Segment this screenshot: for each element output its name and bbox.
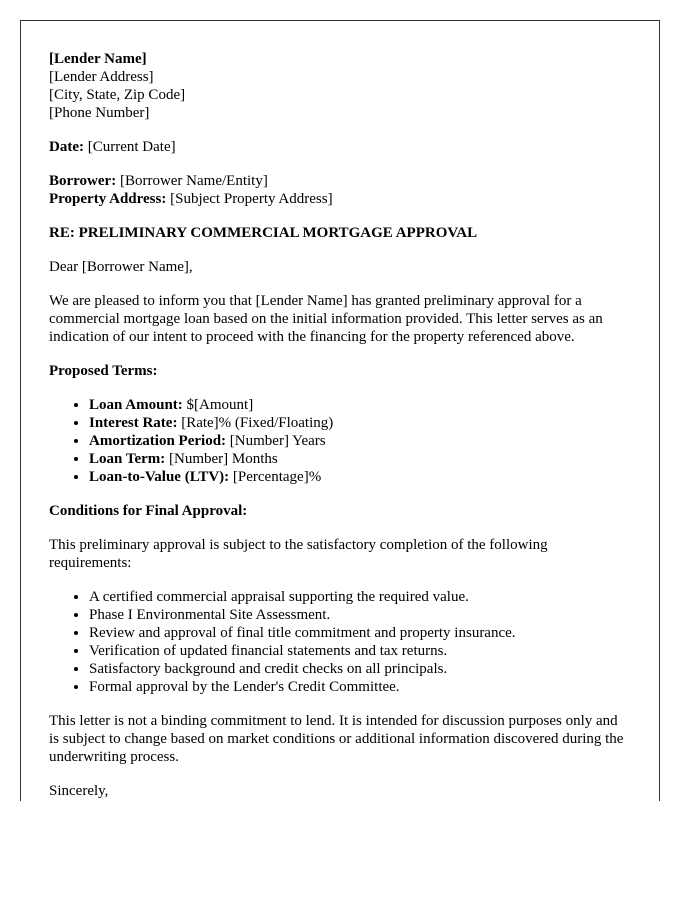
- condition-item: • A certified commercial appraisal supporting the required value.: [89, 588, 631, 606]
- condition-item: • Formal approval by the Lender's Credit Committee.: [89, 678, 631, 696]
- property-label: Property Address:: [49, 191, 167, 207]
- lender-address: [Lender Address]: [49, 69, 154, 85]
- term-item: [89, 396, 631, 414]
- lender-name: [Lender Name]: [49, 51, 147, 67]
- intro-paragraph: We are pleased to inform you that [Lender Name] has granted preliminary approval for a commercial mortgage loan based on the initial information provided. This letter serves as an indication of our intent to proceed with the financing for the property referenced above.: [49, 293, 603, 345]
- borrower-label: Borrower:: [49, 173, 117, 189]
- letter-page: [20, 20, 660, 801]
- closing: Sincerely,: [49, 783, 109, 799]
- terms-heading-text: Proposed Terms:: [49, 363, 158, 379]
- conditions-intro: This preliminary approval is subject to the satisfactory completion of the following requirements:: [49, 537, 548, 571]
- borrower-line: [49, 172, 631, 190]
- condition-item: • Verification of updated financial statements and tax returns.: [89, 642, 631, 660]
- lender-header: [49, 50, 631, 122]
- term-label: Amortization Period:: [89, 433, 227, 449]
- term-item: [89, 414, 631, 432]
- term-item: [89, 432, 631, 450]
- date-label: Date:: [49, 139, 84, 155]
- property-line: [49, 190, 631, 208]
- subject-text: RE: PRELIMINARY COMMERCIAL MORTGAGE APPROVAL: [49, 225, 478, 241]
- term-value: [Number] Years: [226, 433, 326, 449]
- conditions-heading: [49, 502, 631, 520]
- condition-item: • Review and approval of final title commitment and property insurance.: [89, 624, 631, 642]
- term-label: Loan Term:: [89, 451, 166, 467]
- term-value: [Percentage]%: [229, 469, 322, 485]
- property-value: [Subject Property Address]: [170, 191, 333, 207]
- terms-heading: [49, 362, 631, 380]
- condition-item: • Phase I Environmental Site Assessment.: [89, 606, 631, 624]
- term-label: Interest Rate:: [89, 415, 178, 431]
- term-item: [89, 468, 631, 486]
- conditions-heading-text: Conditions for Final Approval:: [49, 503, 248, 519]
- borrower-value: [Borrower Name/Entity]: [119, 173, 268, 189]
- term-label: Loan Amount:: [89, 397, 183, 413]
- terms-list: [49, 396, 631, 486]
- subject-line: [49, 224, 631, 242]
- disclaimer-paragraph: This letter is not a binding commitment to lend. It is intended for discussion purposes only and is subject to change based on market conditions or additional information discovered during the underwriting process.: [49, 713, 624, 765]
- term-value: [Number] Months: [165, 451, 278, 467]
- term-value: $[Amount]: [182, 397, 254, 413]
- salutation: Dear [Borrower Name],: [49, 259, 193, 275]
- term-item: [89, 450, 631, 468]
- term-value: [Rate]% (Fixed/Floating): [177, 415, 334, 431]
- condition-item: • Satisfactory background and credit checks on all principals.: [89, 660, 631, 678]
- conditions-list: [49, 588, 631, 696]
- term-label: Loan-to-Value (LTV):: [89, 469, 230, 485]
- date-line: [49, 138, 631, 156]
- lender-city-state-zip: [City, State, Zip Code]: [49, 87, 186, 103]
- parties-block: [49, 172, 631, 208]
- date-value: [Current Date]: [87, 139, 176, 155]
- lender-phone: [Phone Number]: [49, 105, 150, 121]
